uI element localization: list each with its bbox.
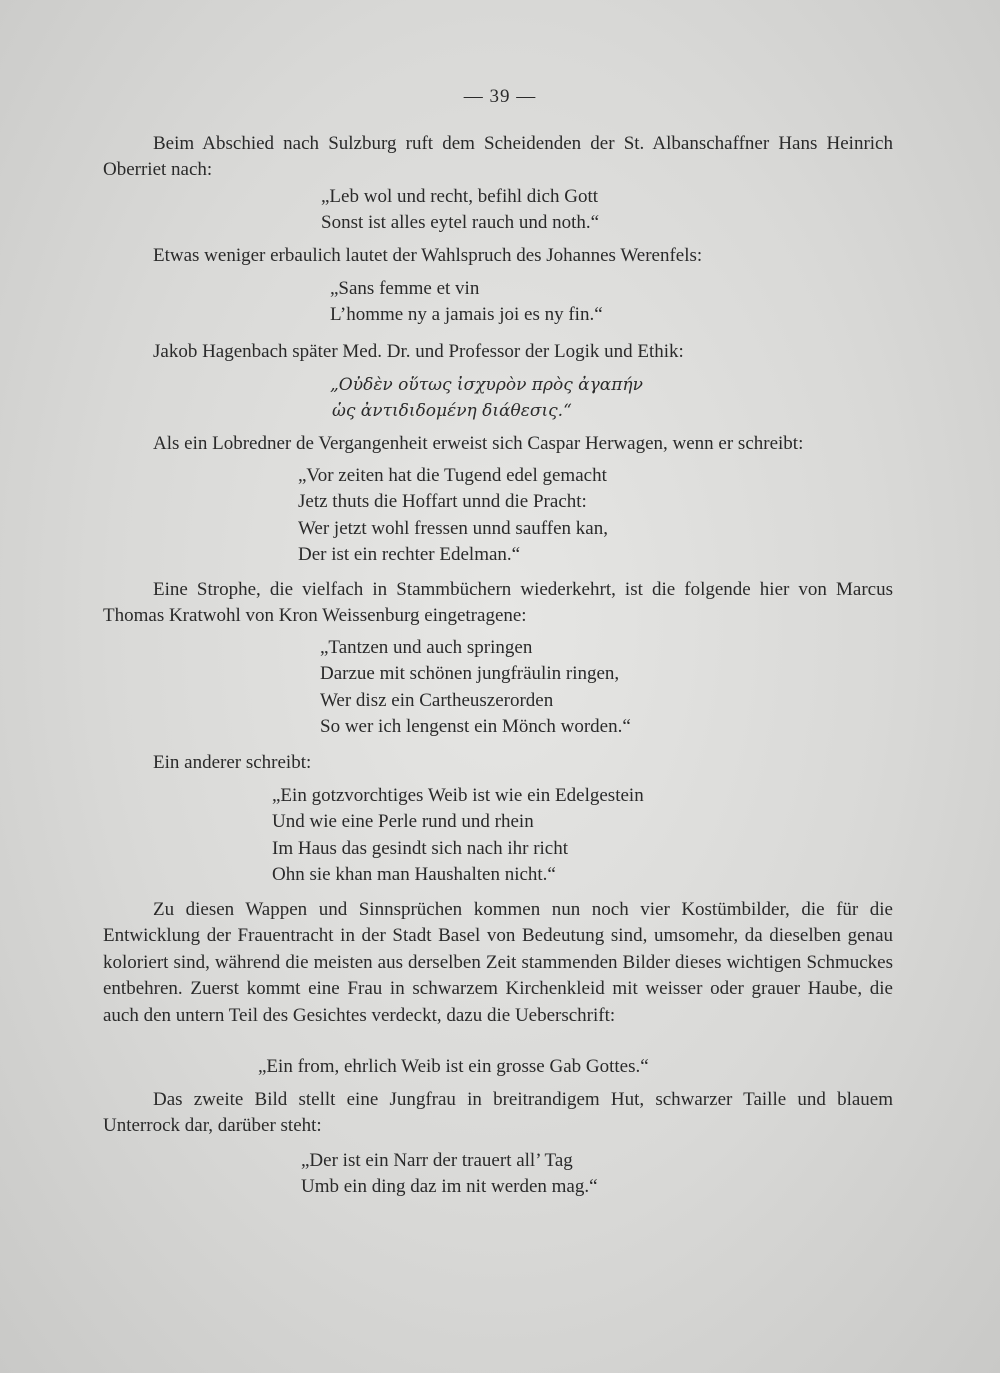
verse-kratwohl [320,635,631,741]
verse-jungfrau [301,1148,598,1201]
paragraph-jungfrau: Das zweite Bild stellt eine Jungfrau in breitrandigem Hut, schwarzer Taille und blauem Unterrock dar, darüber steht: [103,1089,893,1137]
verse-line: Ohn sie khan man Haushalten nicht.“ [272,864,556,886]
paragraph-hagenbach: Jakob Hagenbach später Med. Dr. und Professor der Logik und Ethik: [153,341,684,362]
verse-line: Wer jetzt wohl fressen unnd sauffen kan, [298,517,608,539]
paragraph-werenfels: Etwas weniger erbaulich lautet der Wahlspruch des Johannes Werenfels: [153,245,703,266]
verse-herwagen [298,463,608,569]
verse-line: Und wie eine Perle rund und rhein [272,811,534,833]
verse-line: So wer ich lengenst ein Mönch worden.“ [320,716,631,738]
verse-line: „Οὐδὲν οὕτως ἰσχυρὸν πρὸς ἀγαπήν [330,375,643,395]
verse-werenfels [330,276,603,329]
verse-line: Im Haus das gesindt sich nach ihr richt [272,837,569,859]
verse-anderer [272,783,644,889]
verse-line: „Ein gotzvorchtiges Weib ist wie ein Edelgestein [272,785,644,806]
verse-line: Sonst ist alles eytel rauch und noth.“ [321,212,600,234]
verse-line: Umb ein ding daz im nit werden mag.“ [301,1176,598,1198]
verse-line: „Vor zeiten hat die Tugend edel gemacht [298,465,607,486]
verse-line: Darzue mit schönen jungfräulin ringen, [320,663,620,685]
paragraph-herwagen: Als ein Lobredner de Vergangenheit erweist sich Caspar Herwagen, wenn er schreibt: [153,433,804,454]
verse-line: „Leb wol und recht, befihl dich Gott [321,186,599,207]
verse-line: Der ist ein rechter Edelman.“ [298,544,521,566]
verse-line: „Sans femme et vin [330,278,480,299]
paragraph-kratwohl: Eine Strophe, die vielfach in Stammbüchern wiederkehrt, ist die folgende hier von Marcus Thomas Kratwohl von Kron Weissenburg eingetragene: [103,579,893,627]
page-number: — 39 — [463,86,537,107]
verse-line: ὡς ἀντιδιδομένη διάθεσις.“ [332,401,572,422]
verse-oberriet [321,184,599,237]
verse-frau [258,1054,649,1080]
paragraph-oberriet: Beim Abschied nach Sulzburg ruft dem Scheidenden der St. Albanschaffner Hans Heinrich Oberriet nach: [103,133,893,181]
verse-line: „Der ist ein Narr der trauert all’ Tag [301,1150,573,1171]
paragraph-anderer: Ein anderer schreibt: [153,752,312,773]
verse-line: „Tantzen und auch springen [320,637,533,658]
verse-line: „Ein from, ehrlich Weib ist ein grosse Gab Gottes.“ [258,1056,649,1077]
verse-line: L’homme ny a jamais joi es ny fin.“ [330,304,603,326]
verse-line: Wer disz ein Cartheuszerorden [320,689,554,711]
paragraph-kostuembilder: Zu diesen Wappen und Sinnsprüchen kommen nun noch vier Kostümbilder, die für die Entwicklung der Frauentracht in der Stadt Basel von Bedeutung sind, umsomehr, da dieselben genau koloriert sind, während die meisten aus derselben Zeit stammenden Bilder dieses wichtigen Schmuckes entbehren. Zuerst kommt eine Frau in schwarzem Kirchenkleid mit weisser oder grauer Haube, die auch den untern Teil des Gesichtes verdeckt, dazu die Ueberschrift: [103,899,893,1026]
verse-greek [330,372,643,425]
verse-line: Jetz thuts die Hoffart unnd die Pracht: [298,491,587,513]
